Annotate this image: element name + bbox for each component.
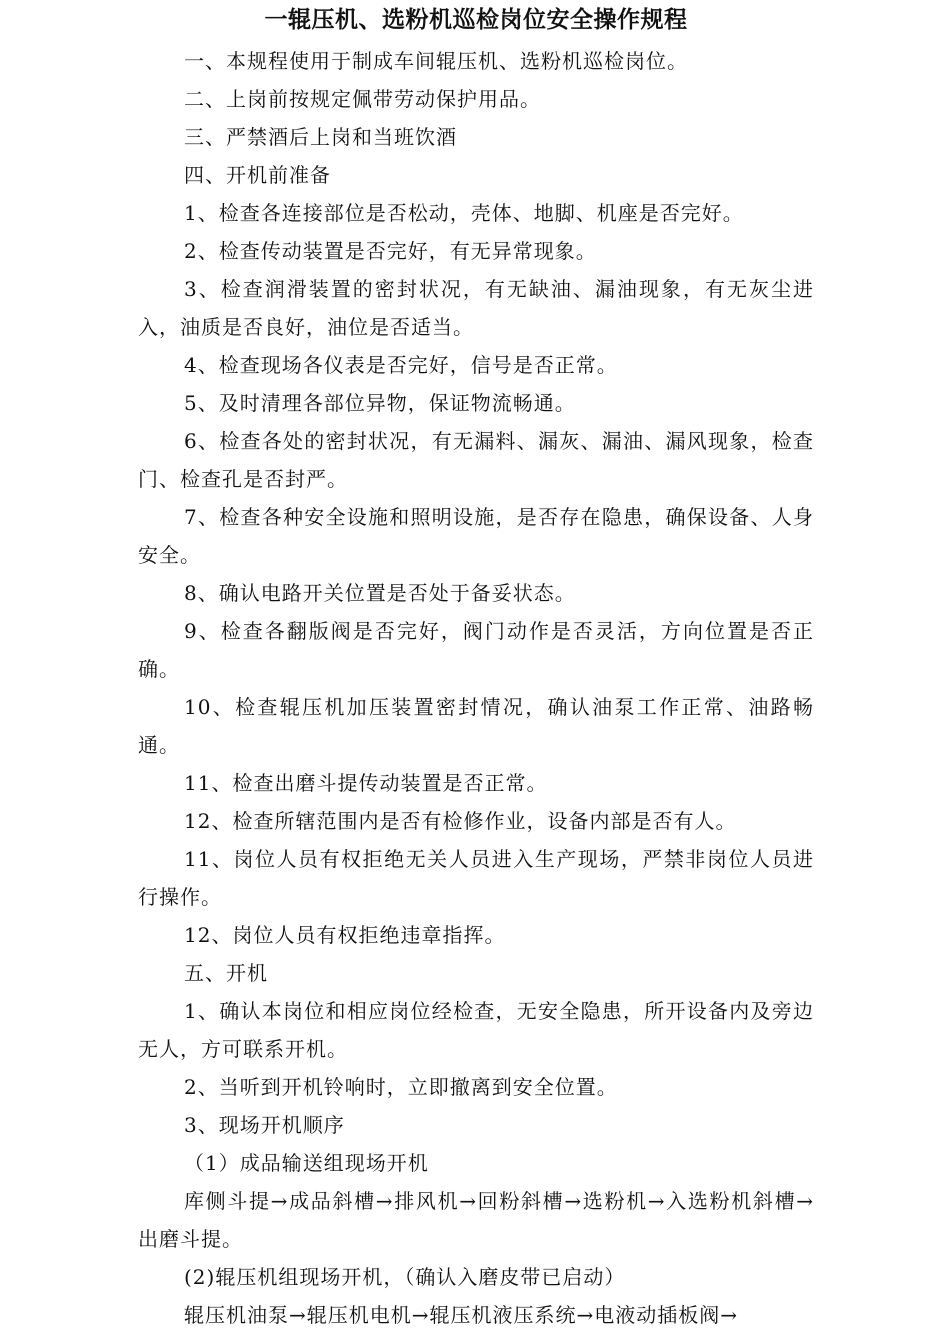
paragraph: 辊压机油泵→辊压机电机→辊压机液压系统→电液动插板阀→	[184, 1303, 739, 1327]
paragraph: 三、严禁酒后上岗和当班饮酒	[184, 125, 457, 149]
paragraph: 1、检查各连接部位是否松动，壳体、地脚、机座是否完好。	[184, 201, 744, 225]
paragraph: (2)辊压机组现场开机，（确认入磨皮带已启动）	[184, 1265, 626, 1289]
paragraph: 四、开机前准备	[184, 163, 331, 187]
paragraph: 8、确认电路开关位置是否处于备妥状态。	[184, 581, 576, 605]
paragraph: 9、检查各翻版阀是否完好，阀门动作是否灵活，方向位置是否正确。	[138, 619, 814, 681]
paragraph: 10、检查辊压机加压装置密封情况，确认油泵工作正常、油路畅通。	[138, 695, 814, 757]
paragraph: 3、检查润滑装置的密封状况，有无缺油、漏油现象，有无灰尘进入，油质是否良好，油位是否适当。	[138, 277, 814, 339]
paragraph: 5、及时清理各部位异物，保证物流畅通。	[184, 391, 576, 415]
paragraph: 库侧斗提→成品斜槽→排风机→回粉斜槽→选粉机→入选粉机斜槽→出磨斗提。	[138, 1189, 814, 1251]
paragraph: 二、上岗前按规定佩带劳动保护用品。	[184, 87, 541, 111]
paragraph: 2、当听到开机铃响时，立即撤离到安全位置。	[184, 1075, 618, 1099]
paragraph: 11、岗位人员有权拒绝无关人员进入生产现场，严禁非岗位人员进行操作。	[138, 847, 814, 909]
paragraph: 1、确认本岗位和相应岗位经检查，无安全隐患，所开设备内及旁边无人，方可联系开机。	[138, 999, 814, 1061]
paragraph: 2、检查传动装置是否完好，有无异常现象。	[184, 239, 597, 263]
paragraph: 12、岗位人员有权拒绝违章指挥。	[184, 923, 506, 947]
document-body	[138, 42, 814, 1334]
paragraph: 7、检查各种安全设施和照明设施，是否存在隐患，确保设备、人身安全。	[138, 505, 814, 567]
document-page	[138, 0, 814, 1334]
paragraph: （1）成品输送组现场开机	[184, 1151, 429, 1175]
paragraph: 12、检查所辖范围内是否有检修作业，设备内部是否有人。	[184, 809, 737, 833]
paragraph: 4、检查现场各仪表是否完好，信号是否正常。	[184, 353, 618, 377]
paragraph: 11、检查出磨斗提传动装置是否正常。	[184, 771, 548, 795]
document-title: 一辊压机、选粉机巡检岗位安全操作规程	[264, 7, 688, 33]
paragraph: 一、本规程使用于制成车间辊压机、选粉机巡检岗位。	[184, 49, 688, 73]
paragraph: 3、现场开机顺序	[184, 1113, 345, 1137]
paragraph: 6、检查各处的密封状况，有无漏料、漏灰、漏油、漏风现象，检查门、检查孔是否封严。	[138, 429, 814, 491]
paragraph: 五、开机	[184, 961, 268, 985]
